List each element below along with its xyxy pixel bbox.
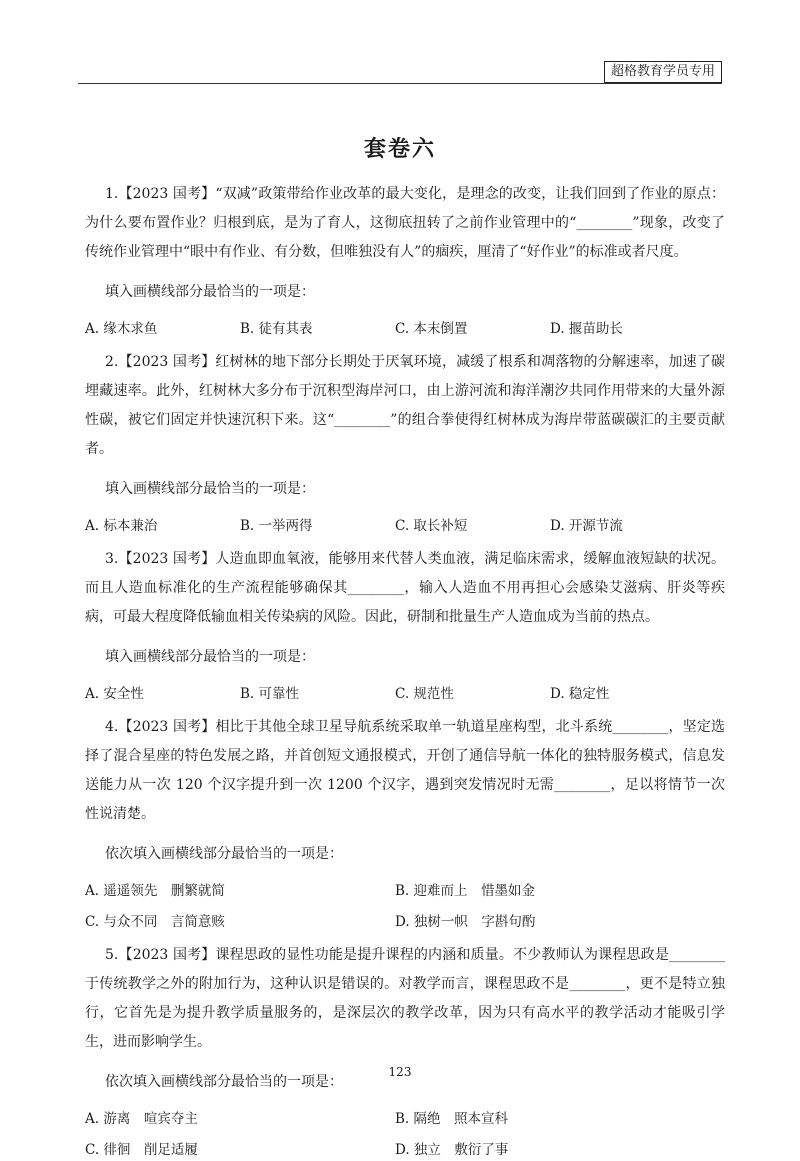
option-b: B. 一举两得 (240, 518, 313, 534)
header-badge: 超格教育学员专用 (604, 61, 722, 83)
option-b: B. 迎难而上 惜墨如金 (395, 883, 536, 899)
options-row (85, 1108, 725, 1130)
question-text: 1.【2023 国考】“双减”政策带给作业改革的最大变化，是理念的改变，让我们回到了作业的原点：为什么要布置作业？归根到底，是为了育人，这彻底扭转了之前作业管理中的“________”现象，改变了传统作业管理中“眼中有作业、有分数，但唯独没有人”的痼疾，厘清了“好作业”的标准或者尺度。 (85, 186, 725, 260)
options-row (85, 880, 725, 902)
option-c: C. 规范性 (395, 686, 454, 702)
page-number: 123 (388, 1065, 412, 1079)
question-1 (85, 180, 725, 340)
question-prompt: 填入画横线部分最恰当的一项是： (105, 284, 315, 300)
option-d: D. 独立 敷衍了事 (395, 1142, 509, 1158)
question-2 (85, 348, 725, 537)
option-a: A. 标本兼治 (85, 518, 158, 534)
options-row (85, 515, 725, 537)
question-prompt: 依次填入画横线部分最恰当的一项是： (105, 846, 343, 862)
question-prompt: 填入画横线部分最恰当的一项是： (105, 649, 315, 665)
option-c: C. 取长补短 (395, 518, 468, 534)
option-a: A. 游离 喧宾夺主 (85, 1111, 198, 1127)
question-text: 2.【2023 国考】红树林的地下部分长期处于厌氧环境，减缓了根系和凋落物的分解速率，加速了碳埋藏速率。此外，红树林大多分布于沉积型海岸河口，由上游河流和海洋潮汐共同作用带来的大量外源性碳，被它们固定并快速沉积下来。这“________”的组合拳使得红树林成为海岸带蓝碳碳汇的主要贡献者。 (85, 354, 725, 457)
option-a: A. 安全性 (85, 686, 144, 702)
question-prompt: 填入画横线部分最恰当的一项是： (105, 481, 315, 497)
question-text: 3.【2023 国考】人造血即血氧液，能够用来代替人类血液，满足临床需求，缓解血液短缺的状况。而且人造血标准化的生产流程能够确保其________，输入人造血不用再担心会感染艾滋病、肝炎等疾病，可最大程度降低输血相关传染病的风险。因此，研制和批量生产人造血成为当前的热点。 (85, 551, 725, 625)
question-list (85, 180, 725, 1161)
question-4 (85, 713, 725, 933)
option-c: C. 徘徊 削足适履 (85, 1142, 198, 1158)
question-prompt: 依次填入画横线部分最恰当的一项是： (105, 1074, 343, 1090)
option-a: A. 缘木求鱼 (85, 321, 158, 337)
header-rule (78, 83, 722, 84)
question-5 (85, 941, 725, 1161)
option-d: D. 独树一帜 字斟句酌 (395, 914, 536, 930)
options-row (85, 683, 725, 705)
question-text: 5.【2023 国考】课程思政的显性功能是提升课程的内涵和质量。不少教师认为课程思政是________于传统教学之外的附加行为，这种认识是错误的。对教学而言，课程思政不是________，更不是特立独行，它首先是为提升教学质量服务的，是深层次的教学改革，因为只有高水平的教学活动才能吸引学生，进而影响学生。 (85, 947, 725, 1050)
option-c: C. 本末倒置 (395, 321, 468, 337)
options-row (85, 911, 725, 933)
options-row (85, 1139, 725, 1161)
option-b: B. 隔绝 照本宣科 (395, 1111, 509, 1127)
option-d: D. 揠苗助长 (550, 321, 623, 337)
options-row (85, 318, 725, 340)
page-title: 套卷六 (363, 136, 436, 162)
question-text: 4.【2023 国考】相比于其他全球卫星导航系统采取单一轨道星座构型，北斗系统________，坚定选择了混合星座的特色发展之路，并首创短文通报模式，开创了通信导航一体化的独特服务模式，信息发送能力从一次 120 个汉字提升到一次 1200 个汉字，遇到突发情况时无需________，足以将情节一次性说清楚。 (85, 719, 725, 822)
option-c: C. 与众不同 言简意赅 (85, 914, 225, 930)
option-b: B. 可靠性 (240, 686, 300, 702)
option-a: A. 遥遥领先 删繁就简 (85, 883, 225, 899)
option-b: B. 徒有其表 (240, 321, 313, 337)
option-d: D. 稳定性 (550, 686, 610, 702)
option-d: D. 开源节流 (550, 518, 623, 534)
question-3 (85, 545, 725, 705)
